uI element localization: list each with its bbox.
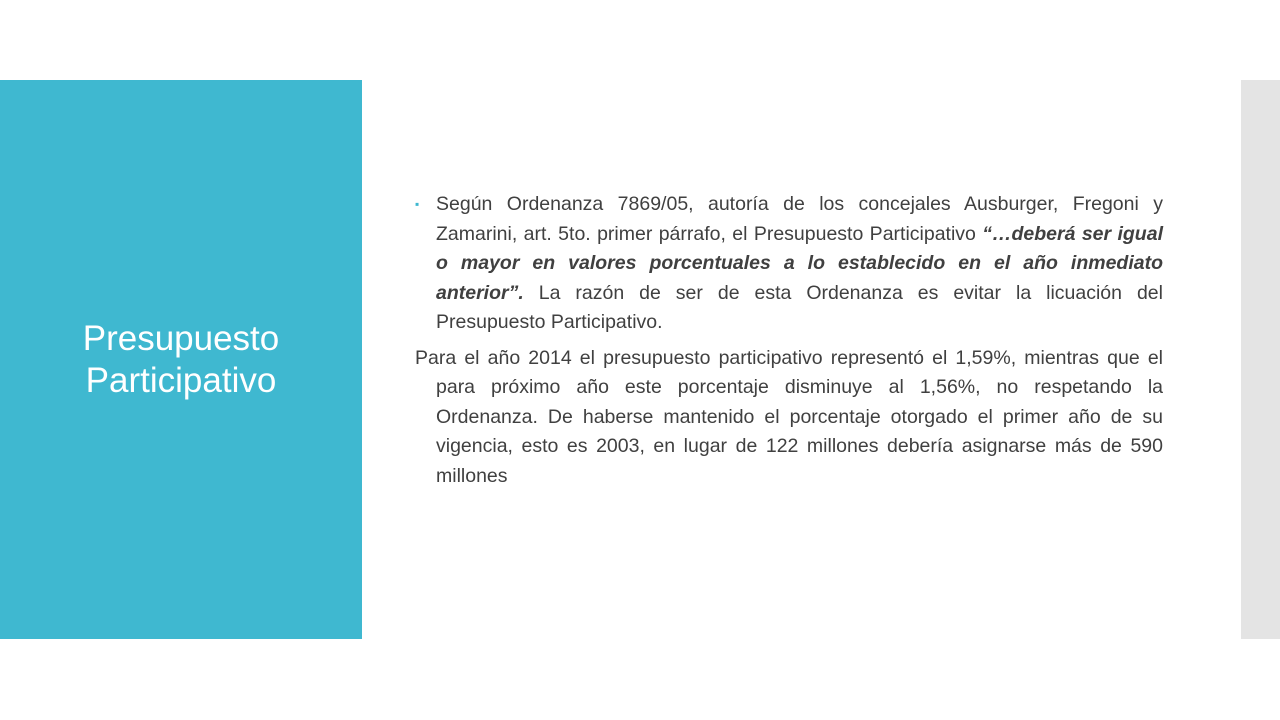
- square-bullet-icon: ▪: [415, 197, 420, 211]
- bullet-paragraph: [415, 190, 1163, 338]
- bullet-text-before: Según Ordenanza 7869/05, autoría de los concejales Ausburger, Fregoni y Zamarini, art. 5to. primer párrafo, el Presupuesto Participativo: [436, 193, 1163, 245]
- slide-title: [63, 318, 300, 402]
- slide-content: [415, 190, 1163, 497]
- right-decorative-bar: [1241, 80, 1280, 639]
- ordinance-quote: “…deberá ser igual o mayor en valores porcentuales a lo establecido en el año inmediato anterior”.: [436, 222, 1163, 304]
- slide-title-line1: Presupuesto: [82, 318, 280, 358]
- bullet-text-after: La razón de ser de esta Ordenanza es evitar la licuación del Presupuesto Participativo.: [436, 281, 1163, 333]
- title-panel: [0, 80, 362, 639]
- slide-title-line2: Participativo: [85, 360, 277, 400]
- body-paragraph: Para el año 2014 el presupuesto participativo representó el 1,59%, mientras que el para próximo año este porcentaje disminuye al 1,56%, no respetando la Ordenanza. De haberse mantenido el porcentaje otorgado el primer año de su vigencia, esto es 2003, en lugar de 122 millones debería asignarse más de 590 millones: [415, 346, 1163, 487]
